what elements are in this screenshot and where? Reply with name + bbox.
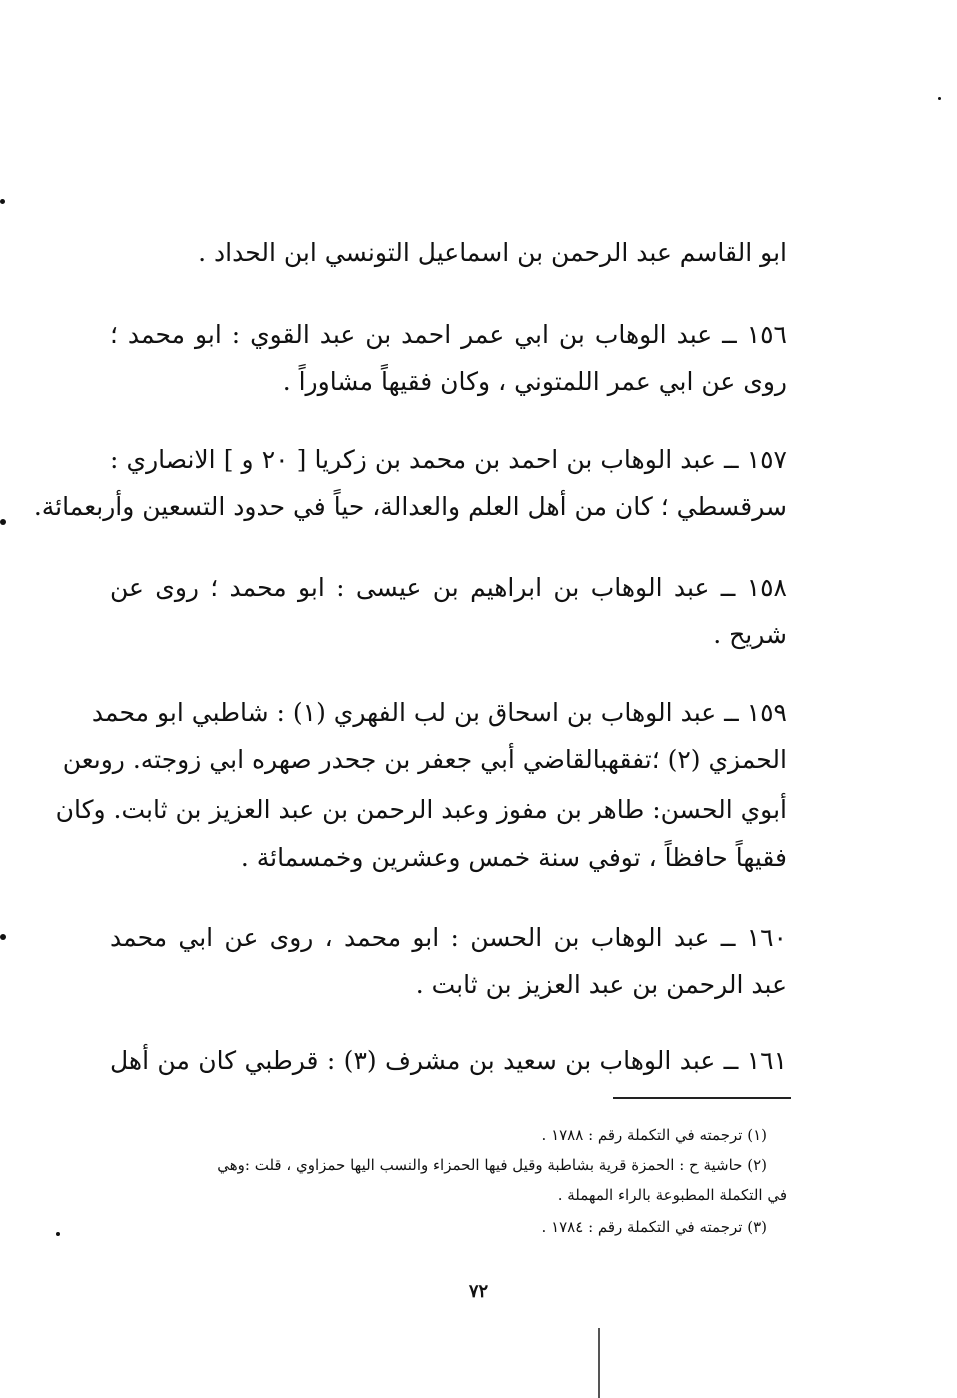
footnote-3: (٣) ترجمته في التكملة رقم : ١٧٨٤ . <box>541 1218 767 1236</box>
entry-157-line-1: ١٥٧ ــ عبد الوهاب بن احمد بن محمد بن زكريا [ ٢٠ و ] الانصاري : <box>110 445 787 474</box>
footnote-separator <box>613 1097 791 1099</box>
entry-161-line-1: ١٦١ ــ عبد الوهاب بن سعيد بن مشرف (٣) : قرطبي كان من أهل <box>110 1046 788 1075</box>
scan-speck <box>56 1232 60 1236</box>
footnote-1: (١) ترجمته في التكملة رقم : ١٧٨٨ . <box>541 1126 767 1144</box>
scan-speck <box>938 97 941 100</box>
entry-158-line-2: شريح . <box>713 620 787 649</box>
entry-157-line-2: سرقسطي ؛ كان من أهل العلم والعدالة، حياً في حدود التسعين وأربعمائة. <box>33 492 787 521</box>
entry-160-line-2: عبد الرحمن بن عبد العزيز بن ثابت . <box>415 970 787 999</box>
entry-159-line-3: أبوي الحسن: طاهر بن مفوز وعبد الرحمن بن عبد العزيز بن ثابت. وكان <box>55 795 787 824</box>
entry-159-line-4: فقيهاً حافظاً ، توفي سنة خمس وعشرين وخمسمائة . <box>240 843 787 872</box>
entry-156-line-1: ١٥٦ ــ عبد الوهاب بن ابي عمر احمد بن عبد القوي : ابو محمد ؛ <box>110 320 787 349</box>
footnote-2-line-1: (٢) حاشية ح : الحمزة قرية بشاطبة وقيل فيها الحمزاء والنسب اليها حمزاوي ، قلت :وهي <box>217 1156 767 1174</box>
entry-160-line-1: ١٦٠ ــ عبد الوهاب بن الحسن : ابو محمد ، روى عن ابي محمد <box>110 923 787 952</box>
entry-159-line-2: الحمزي (٢) ؛تفقهبالقاضي أبي جعفر بن جحدر صهره ابي زوجته. روىعن <box>62 745 787 774</box>
scan-speck <box>0 519 6 525</box>
text-line-1: ابو القاسم عبد الرحمن بن اسماعيل التونسي ابن الحداد . <box>198 238 787 267</box>
scan-speck <box>0 199 5 204</box>
scan-speck <box>0 934 6 940</box>
page-number: ٧٢ <box>468 1281 489 1302</box>
entry-158-line-1: ١٥٨ ــ عبد الوهاب بن ابراهيم بن عيسى : ابو محمد ؛ روى عن <box>110 573 787 602</box>
scan-edge-line <box>598 1328 600 1398</box>
entry-159-line-1: ١٥٩ ــ عبد الوهاب بن اسحاق بن لب الفهري (١) : شاطبي ابو محمد <box>91 698 787 727</box>
entry-156-line-2: روى عن ابي عمر اللمتوني ، وكان فقيهاً مشاوراً . <box>282 367 787 396</box>
footnote-2-line-2: في التكملة المطبوعة بالراء المهملة . <box>557 1186 787 1204</box>
